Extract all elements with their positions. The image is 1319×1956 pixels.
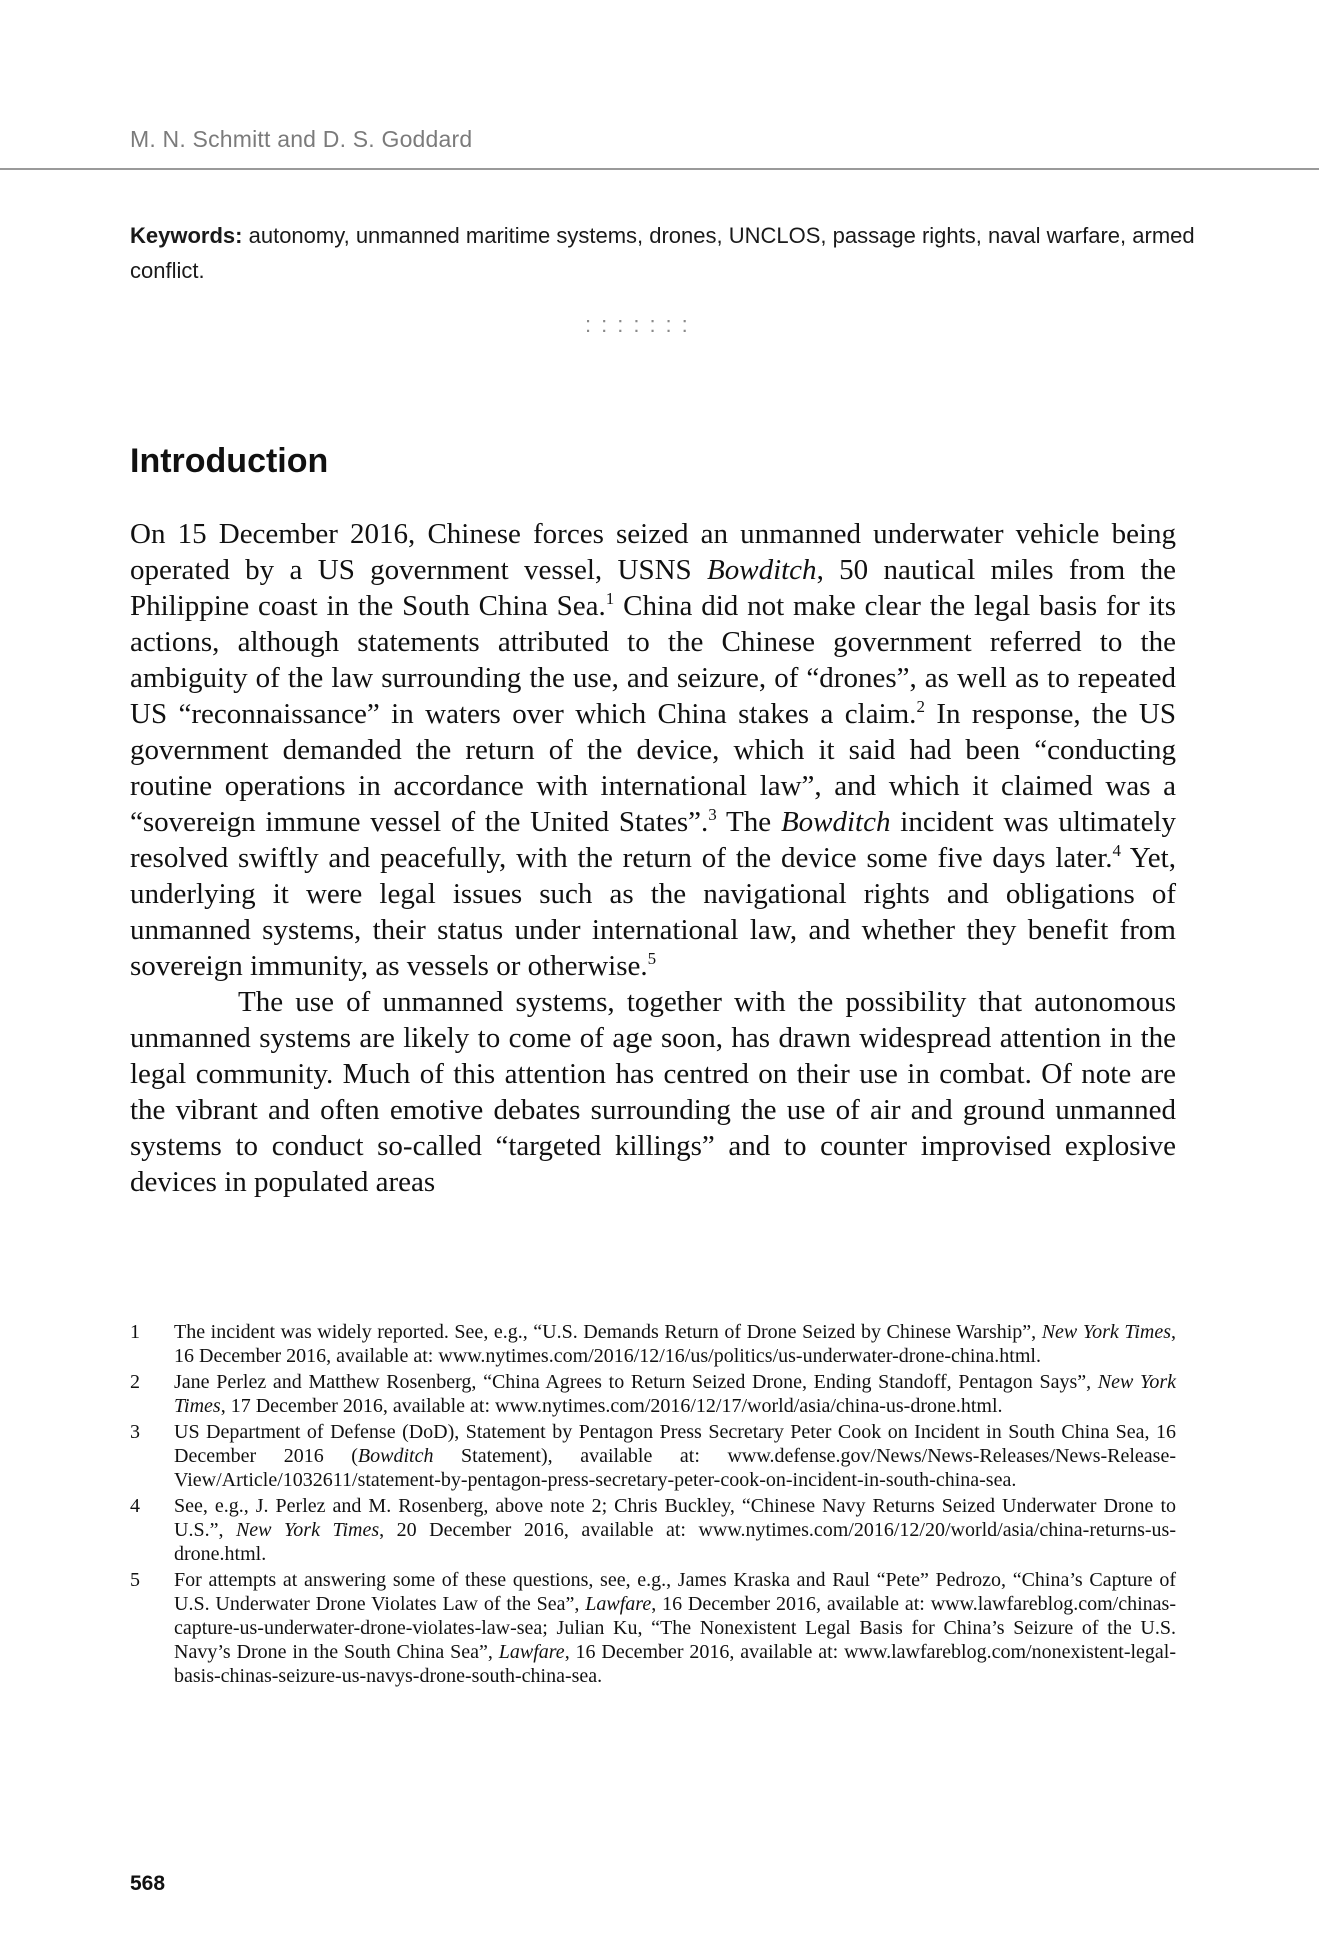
footnote-number: 4 — [130, 1495, 140, 1517]
text-run: China did not make clear the legal basis for its actions, although statements attributed to the Chinese government referred to the ambiguity of the law surrounding the use, and seizure, of “drones”, as well as to repeated US “reconnaissance” in waters over which China stakes a claim. — [130, 590, 1176, 730]
text-run: Yet, underlying it were legal issues such as the navigational rights and obligations of unmanned systems, their status under international law, and whether they benefit from sovereign immunity, as vessels or otherwise. — [130, 842, 1176, 982]
footnote-text — [174, 1421, 1176, 1491]
italic-text: New York Times — [174, 1371, 1176, 1417]
footnote-ref: 4 — [1112, 841, 1122, 860]
keywords — [130, 218, 1200, 288]
text-run: , 16 December 2016, available at: www.lawfareblog.com/chinas-capture-us-underwater-drone-violates-law-sea; Julian Ku, “The Nonexistent Legal Basis for China’s Seizure of the U.S. Navy’s Drone in the South China Sea”, — [174, 1593, 1176, 1663]
text-run: On 15 December 2016, Chinese forces seized an unmanned underwater vehicle being operated by a US government vessel, USNS — [130, 518, 1176, 586]
header-rule — [0, 168, 1319, 170]
italic-text: New York Times — [235, 1519, 380, 1541]
italic-text: Bowditch — [357, 1445, 434, 1467]
footnote-number: 5 — [130, 1569, 140, 1591]
footnote-ref: 1 — [605, 589, 615, 608]
footnote — [130, 1370, 1176, 1418]
footnote — [130, 1494, 1176, 1566]
running-head: M. N. Schmitt and D. S. Goddard — [130, 126, 473, 152]
italic-text: Bowditch — [707, 554, 817, 586]
text-run: , 17 December 2016, available at: www.nytimes.com/2016/12/17/world/asia/china-us-drone.html. — [220, 1395, 1003, 1417]
footnote-ref: 2 — [916, 697, 925, 716]
footnote-number: 3 — [130, 1421, 140, 1443]
text-run: For attempts at answering some of these questions, see, e.g., James Kraska and Raul “Pete” Pedrozo, “China’s Capture of U.S. Underwater Drone Violates Law of the Sea”, — [174, 1569, 1176, 1615]
paragraph — [130, 516, 1176, 984]
footnote-text — [174, 1495, 1176, 1565]
footnote — [130, 1568, 1176, 1688]
text-run: , 16 December 2016, available at: www.lawfareblog.com/nonexistent-legal-basis-chinas-seizure-us-navys-drone-south-china-sea. — [174, 1641, 1177, 1687]
text-run: Jane Perlez and Matthew Rosenberg, “China Agrees to Return Seized Drone, Ending Standoff, Pentagon Says”, — [174, 1371, 1098, 1393]
text-run: , 16 December 2016, available at: www.nytimes.com/2016/12/16/us/politics/us-underwater-drone-china.html. — [174, 1321, 1177, 1367]
body-text — [130, 516, 1176, 1200]
section-title: Introduction — [130, 442, 329, 480]
footnote-number: 1 — [130, 1321, 140, 1343]
section-divider: ::::::: — [585, 312, 698, 337]
footnote-text — [174, 1321, 1176, 1367]
footnote-text — [174, 1371, 1176, 1417]
text-run: , 20 December 2016, available at: www.nytimes.com/2016/12/20/world/asia/china-returns-us-drone.html. — [174, 1519, 1176, 1565]
text-run: The use of unmanned systems, together with the possibility that autonomous unmanned systems are likely to come of age soon, has drawn widespread attention in the legal community. Much of this attention has centred on their use in combat. Of note are the vibrant and often emotive debates surrounding the use of air and ground unmanned systems to conduct so-called “targeted killings” and to counter improvised explosive devices in populated areas — [130, 986, 1176, 1198]
page-number: 568 — [130, 1872, 166, 1895]
italic-text: New York Times — [1041, 1321, 1172, 1343]
italic-text: Bowditch — [780, 806, 891, 838]
text-run: The — [716, 806, 781, 838]
text-run: incident was ultimately resolved swiftly and peacefully, with the return of the device some five days later. — [130, 806, 1176, 874]
footnote-number: 2 — [130, 1371, 140, 1393]
footnote — [130, 1420, 1176, 1492]
text-run: See, e.g., J. Perlez and M. Rosenberg, above note 2; Chris Buckley, “Chinese Navy Returns Seized Underwater Drone to U.S.”, — [174, 1495, 1176, 1541]
text-run: , 50 nautical miles from the Philippine coast in the South China Sea. — [130, 554, 1176, 622]
footnote — [130, 1320, 1176, 1368]
italic-text: Lawfare — [585, 1593, 652, 1615]
text-run: US Department of Defense (DoD), Statement by Pentagon Press Secretary Peter Cook on Incident in South China Sea, 16 December 2016 ( — [174, 1421, 1176, 1467]
text-run: Statement), available at: www.defense.gov/News/News-Releases/News-Release-View/Article/1032611/statement-by-pentagon-press-secretary-peter-cook-on-incident-in-south-china-sea. — [174, 1445, 1176, 1491]
paragraph — [130, 984, 1176, 1200]
footnotes — [130, 1320, 1176, 1690]
keywords-label: Keywords: — [130, 223, 243, 248]
text-run: In response, the US government demanded the return of the device, which it said had been “conducting routine operations in accordance with international law”, and which it claimed was a “sovereign immune vessel of the United States”. — [130, 698, 1176, 838]
footnote-ref: 5 — [647, 949, 657, 968]
footnote-ref: 3 — [708, 805, 717, 824]
italic-text: Lawfare — [498, 1641, 565, 1663]
text-run: The incident was widely reported. See, e.g., “U.S. Demands Return of Drone Seized by Chinese Warship”, — [174, 1321, 1042, 1343]
keywords-text: autonomy, unmanned maritime systems, drones, UNCLOS, passage rights, naval warfare, armed conflict. — [130, 223, 1195, 283]
footnote-text — [174, 1569, 1176, 1687]
